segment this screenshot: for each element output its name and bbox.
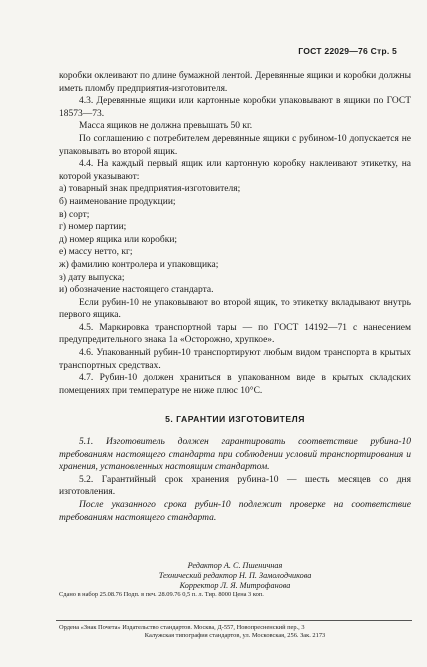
paragraph: После указанного срока рубин-10 подлежит проверке на соответствие требованиям настоящего стандарта. [59, 500, 411, 523]
publisher-line: Ордена «Знак Почета» Издательство стандартов. Москва, Д-557, Новопресненский пер., 3 [59, 624, 305, 631]
paragraph: 4.7. Рубин-10 должен храниться в упакованном виде в крытых складских помещениях при температуре не ниже плюс 10°С. [59, 373, 411, 396]
paragraph: 4.3. Деревянные ящики или картонные коробки упаковывают в ящики по ГОСТ 18573—73. [59, 96, 411, 119]
paragraph: 5.2. Гарантийный срок хранения рубина-10 — шесть месяцев со дня изготовления. [59, 474, 411, 498]
imprint [59, 561, 411, 599]
paragraph: 4.6. Упакованный рубин-10 транспортируют любым видом транспорта в крытых транспортных средствах. [59, 348, 411, 371]
list-item: а) товарный знак предприятия-изготовителя; [59, 184, 241, 195]
list-item: з) дату выпуска; [59, 272, 125, 283]
paragraph: коробки оклеивают по длине бумажной лентой. Деревянные ящики и коробки должны иметь пломбу предприятия-изготовителя. [59, 71, 411, 94]
corrector-line: Корректор Л. Я. Митрофанова [179, 581, 291, 590]
paragraph: 5.1. Изготовитель должен гарантировать соответствие рубина-10 требованиям настоящего стандарта при соблюдении условий транспортирования и хранения, установленных настоящим стандартом. [59, 437, 411, 473]
list-item: ж) фамилию контролера и упаковщика; [59, 259, 219, 270]
page-header: ГОСТ 22029—76 Стр. 5 [298, 46, 397, 56]
list-item: б) наименование продукции; [59, 196, 176, 207]
section-heading: 5. ГАРАНТИИ ИЗГОТОВИТЕЛЯ [165, 414, 305, 425]
publisher-block [59, 624, 411, 640]
print-info: Сдано в набор 25.08.76 Подп. в печ. 28.09.76 0,5 п. л. Тир. 8000 Цена 3 коп. [59, 591, 264, 598]
list-item: е) массу нетто, кг; [59, 247, 133, 258]
paragraph: По соглашению с потребителем деревянные ящики с рубином-10 допускается не упаковывать во второй ящик. [59, 133, 411, 157]
label-contents-list [59, 183, 411, 296]
document-body [59, 70, 411, 524]
paragraph: 4.5. Маркировка транспортной тары — по ГОСТ 14192—71 с нанесением предупредительного знака 1а «Осторожно, хрупкое». [59, 322, 411, 346]
list-item: д) номер ящика или коробки; [59, 234, 178, 245]
printer-line: Калужская типография стандартов, ул. Московская, 256. Зак. 2173 [144, 632, 326, 639]
paragraph: Если рубин-10 не упаковывают во второй ящик, то этикетку вкладывают внутрь первого ящика. [59, 297, 411, 321]
paragraph: Масса ящиков не должна превышать 50 кг. [79, 121, 253, 132]
tech-editor-line: Технический редактор Н. П. Замолодчикова [158, 571, 312, 580]
list-item: в) сорт; [59, 209, 90, 220]
editor-line: Редактор А. С. Пшеничная [187, 561, 283, 570]
list-item: г) номер партии; [59, 222, 127, 233]
footer-divider [56, 620, 412, 621]
list-item: и) обозначение настоящего стандарта. [59, 285, 214, 296]
paragraph: 4.4. На каждый первый ящик или картонную коробку наклеивают этикетку, на которой указывают: [59, 159, 411, 182]
